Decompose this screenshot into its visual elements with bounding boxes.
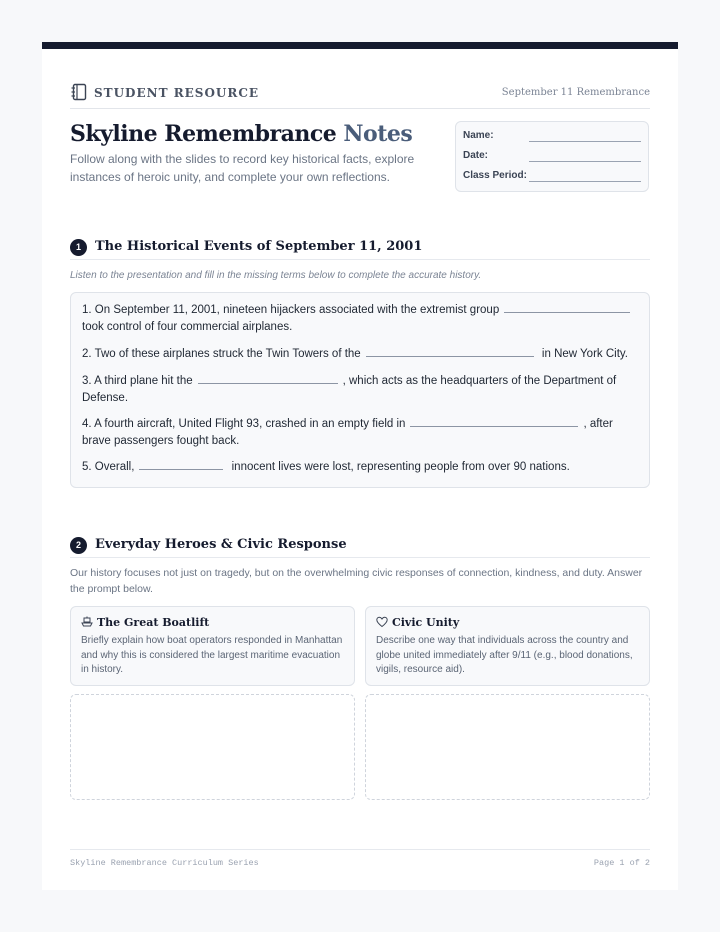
item-text: 5. Overall, <box>82 461 135 473</box>
section-1-instruction: Listen to the presentation and fill in the missing terms below to complete the accurate history. <box>70 270 482 281</box>
section-number: 2 <box>70 537 87 554</box>
name-label: Name: <box>463 130 494 141</box>
section-heading: Everyday Heroes & Civic Response <box>95 537 347 552</box>
page-subtitle: Follow along with the slides to record key historical facts, explore instances of heroic unity, and complete your own reflections. <box>70 152 415 184</box>
card-prompt: Describe one way that individuals across the country and globe united immediately after 9/11 (e.g., blood donations, vigils, resource aid). <box>376 635 633 675</box>
title-accent: Notes <box>343 121 413 147</box>
item-text: 1. On September 11, 2001, nineteen hijackers associated with the extremist group <box>82 304 500 316</box>
item-text: in New York City. <box>541 348 628 360</box>
answer-blank[interactable] <box>366 346 534 357</box>
name-row <box>463 128 641 144</box>
item-text: innocent lives were lost, representing people from over 90 nations. <box>231 461 570 473</box>
period-row <box>463 168 641 184</box>
item-text: 3. A third plane hit the <box>82 375 193 387</box>
date-field[interactable] <box>529 161 641 162</box>
page-title <box>70 121 412 147</box>
section-2-instruction: Our history focuses not just on tragedy, but on the overwhelming civic responses of connection, kindness, and duty. Answer the prompt below. <box>70 567 643 595</box>
answer-blank[interactable] <box>504 302 630 313</box>
page-footer <box>70 849 650 868</box>
card-title-text: Civic Unity <box>392 616 460 629</box>
date-row <box>463 148 641 164</box>
title-main: Skyline Remembrance <box>70 121 337 147</box>
civic-unity-card <box>365 606 650 686</box>
item-text: took control of four commercial airplanes. <box>82 321 293 333</box>
card-title-text: The Great Boatlift <box>97 616 210 629</box>
topic-label: September 11 Remembrance <box>501 87 650 98</box>
period-field[interactable] <box>529 181 641 182</box>
fill-item <box>82 346 638 363</box>
heart-icon <box>376 616 388 628</box>
item-text: , which acts as the headquarters of the Department of Defense. <box>82 375 617 404</box>
boatlift-answer-area[interactable] <box>70 694 355 800</box>
item-text: , after brave passengers fought back. <box>82 418 613 447</box>
item-text: 4. A fourth aircraft, United Flight 93, crashed in an empty field in <box>82 418 406 430</box>
series-label: Skyline Remembrance Curriculum Series <box>70 858 259 868</box>
section-2-header <box>70 534 650 558</box>
resource-label: STUDENT RESOURCE <box>94 86 260 100</box>
boat-icon <box>81 616 93 628</box>
student-info-box <box>455 121 649 192</box>
fill-item <box>82 373 638 407</box>
answer-blank[interactable] <box>410 416 578 427</box>
period-label: Class Period: <box>463 170 527 181</box>
section-1-header <box>70 236 650 260</box>
item-text: 2. Two of these airplanes struck the Twin Towers of the <box>82 348 361 360</box>
fill-item <box>82 302 638 336</box>
answer-blank[interactable] <box>139 459 223 470</box>
answer-blank[interactable] <box>198 373 338 384</box>
page-number: Page 1 of 2 <box>593 858 650 868</box>
section-number: 1 <box>70 239 87 256</box>
worksheet-page <box>42 42 678 890</box>
fill-in-box <box>70 292 650 488</box>
card-title <box>81 616 209 629</box>
card-title <box>376 616 459 629</box>
fill-item <box>82 459 638 476</box>
civic-unity-answer-area[interactable] <box>365 694 650 800</box>
card-prompt: Briefly explain how boat operators responded in Manhattan and why this is considered the largest maritime evacuation in history. <box>81 635 343 675</box>
section-heading: The Historical Events of September 11, 2001 <box>95 239 423 254</box>
resource-header <box>70 79 650 109</box>
name-field[interactable] <box>529 141 641 142</box>
fill-item <box>82 416 638 450</box>
boatlift-card <box>70 606 355 686</box>
date-label: Date: <box>463 150 489 161</box>
notebook-icon <box>70 83 88 101</box>
